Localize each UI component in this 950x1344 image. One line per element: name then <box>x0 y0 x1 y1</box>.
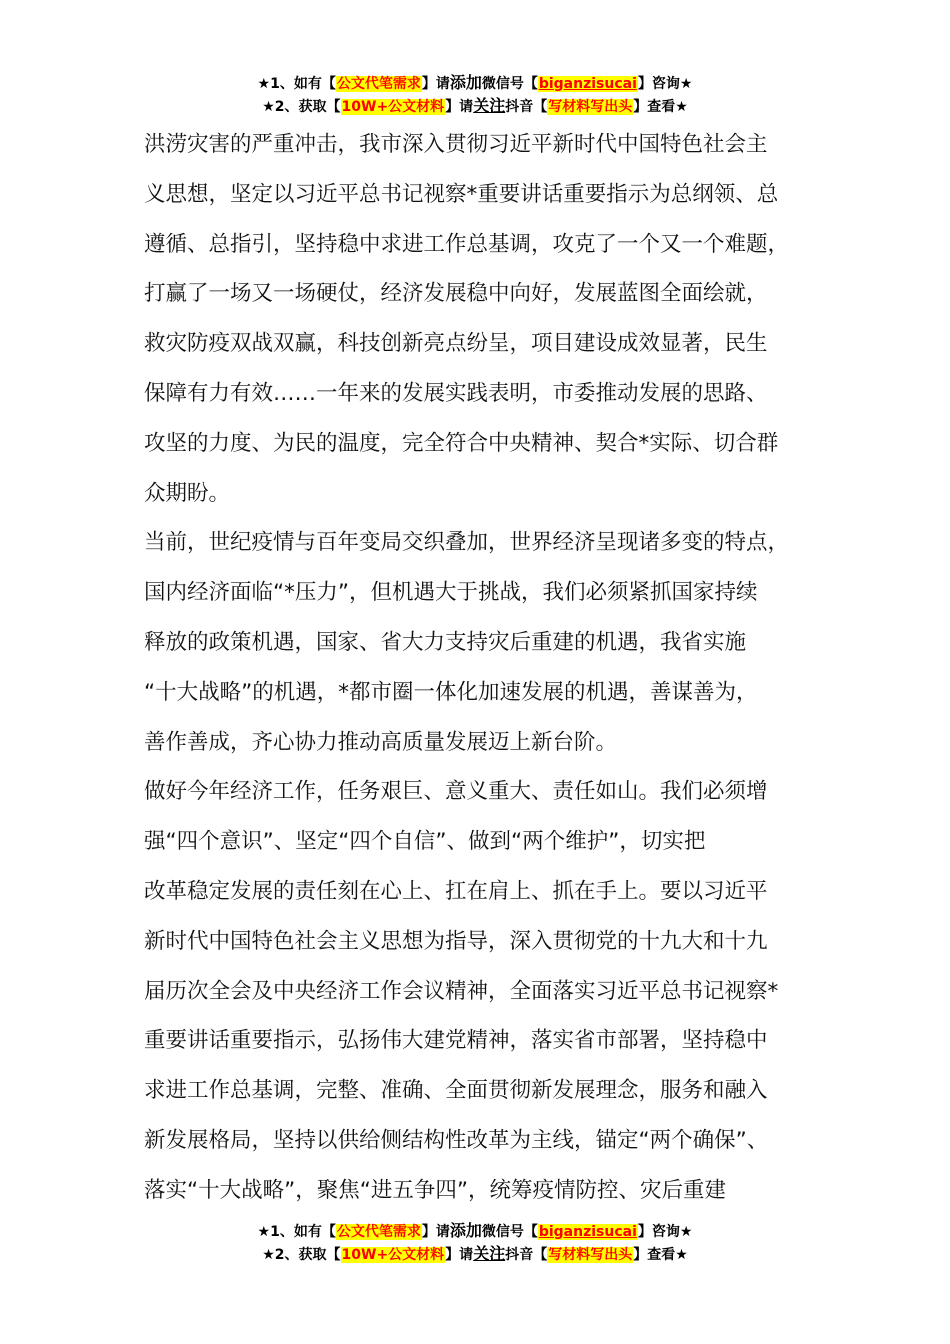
banner-text: 微信号【 <box>481 76 538 92</box>
banner-line-1 <box>0 1220 950 1243</box>
banner-text: 微信号【 <box>481 1224 538 1240</box>
banner-text: 】咨询★ <box>637 1224 693 1240</box>
banner-text: ★2、获取【 <box>262 99 341 115</box>
body-line: 遵循、总指引，坚持稳中求进工作总基调，攻克了一个又一个难题， <box>144 231 790 257</box>
douyin-account-highlight: 写材料写出头 <box>548 1247 633 1263</box>
body-line: 众期盼。 <box>144 480 231 506</box>
body-line: 改革稳定发展的责任刻在心上、扛在肩上、抓在手上。要以习近平 <box>144 878 768 904</box>
body-line: 保障有力有效……一年来的发展实践表明，市委推动发展的思路、 <box>144 380 768 406</box>
body-line: 洪涝灾害的严重冲击，我市深入贯彻习近平新时代中国特色社会主 <box>144 132 768 157</box>
ghostwriting-highlight: 公文代笔需求 <box>336 1224 421 1240</box>
body-line: 救灾防疫双战双赢，科技创新亮点纷呈，项目建设成效显著，民生 <box>144 331 768 357</box>
body-line: 强“四个意识”、坚定“四个自信”、做到“两个维护”，切实把 <box>144 829 706 855</box>
materials-highlight: 10W+公文材料 <box>341 99 445 115</box>
body-line: 求进工作总基调，完整、准确、全面贯彻新发展理念，服务和融入 <box>144 1078 768 1104</box>
body-line: 打赢了一场又一场硬仗，经济发展稳中向好，发展蓝图全面绘就， <box>144 281 768 307</box>
header-banner <box>0 72 950 118</box>
banner-text: 】查看★ <box>633 1247 688 1263</box>
body-line: 释放的政策机遇，国家、省大力支持灾后重建的机遇，我省实施 <box>144 629 747 655</box>
banner-emphasis: 添加 <box>449 1221 482 1240</box>
body-line: 义思想，坚定以习近平总书记视察*重要讲话重要指示为总纲领、总 <box>144 181 779 207</box>
body-line: “十大战略”的机遇，*都市圈一体化加速发展的机遇，善谋善为， <box>144 679 758 705</box>
banner-text: 抖音【 <box>505 1247 548 1263</box>
materials-highlight: 10W+公文材料 <box>341 1247 445 1263</box>
body-line: 善作善成，齐心协力推动高质量发展迈上新台阶。 <box>144 729 618 755</box>
body-line: 当前，世纪疫情与百年变局交织叠加，世界经济呈现诸多变的特点， <box>144 530 790 556</box>
ghostwriting-highlight: 公文代笔需求 <box>336 76 421 92</box>
body-line: 届历次全会及中央经济工作会议精神，全面落实习近平总书记视察* <box>144 978 779 1004</box>
body-line: 国内经济面临“*压力”，但机遇大于挑战，我们必须紧抓国家持续 <box>144 580 758 606</box>
footer-banner <box>0 1220 950 1266</box>
document-body <box>144 120 824 1216</box>
banner-text: ★1、如有【 <box>257 76 336 92</box>
banner-text: 】咨询★ <box>637 76 693 92</box>
body-line: 重要讲话重要指示，弘扬伟大建党精神，落实省市部署，坚持稳中 <box>144 1028 768 1054</box>
body-line: 新时代中国特色社会主义思想为指导，深入贯彻党的十九大和十九 <box>144 928 768 954</box>
banner-text: ★1、如有【 <box>257 1224 336 1240</box>
banner-text: 抖音【 <box>505 99 548 115</box>
banner-text: 】请 <box>421 1224 450 1240</box>
banner-emphasis: 关注 <box>473 1244 506 1263</box>
wechat-id-highlight: biganzisucai <box>538 76 637 92</box>
banner-emphasis: 添加 <box>449 73 482 92</box>
banner-line-1 <box>0 72 950 95</box>
body-line: 新发展格局，坚持以供给侧结构性改革为主线，锚定“两个确保”、 <box>144 1127 769 1153</box>
body-line: 做好今年经济工作，任务艰巨、意义重大、责任如山。我们必须增 <box>144 779 768 805</box>
banner-text: 】请 <box>445 1247 474 1263</box>
body-line: 落实“十大战略”，聚焦“进五争四”，统筹疫情防控、灾后重建 <box>144 1177 727 1203</box>
banner-emphasis: 关注 <box>473 96 506 115</box>
banner-text: 】查看★ <box>633 99 688 115</box>
body-line: 攻坚的力度、为民的温度，完全符合中央精神、契合*实际、切合群 <box>144 430 779 456</box>
banner-line-2 <box>0 95 950 118</box>
banner-text: 】请 <box>421 76 450 92</box>
wechat-id-highlight: biganzisucai <box>538 1224 637 1240</box>
douyin-account-highlight: 写材料写出头 <box>548 99 633 115</box>
banner-text: ★2、获取【 <box>262 1247 341 1263</box>
banner-line-2 <box>0 1243 950 1266</box>
banner-text: 】请 <box>445 99 474 115</box>
